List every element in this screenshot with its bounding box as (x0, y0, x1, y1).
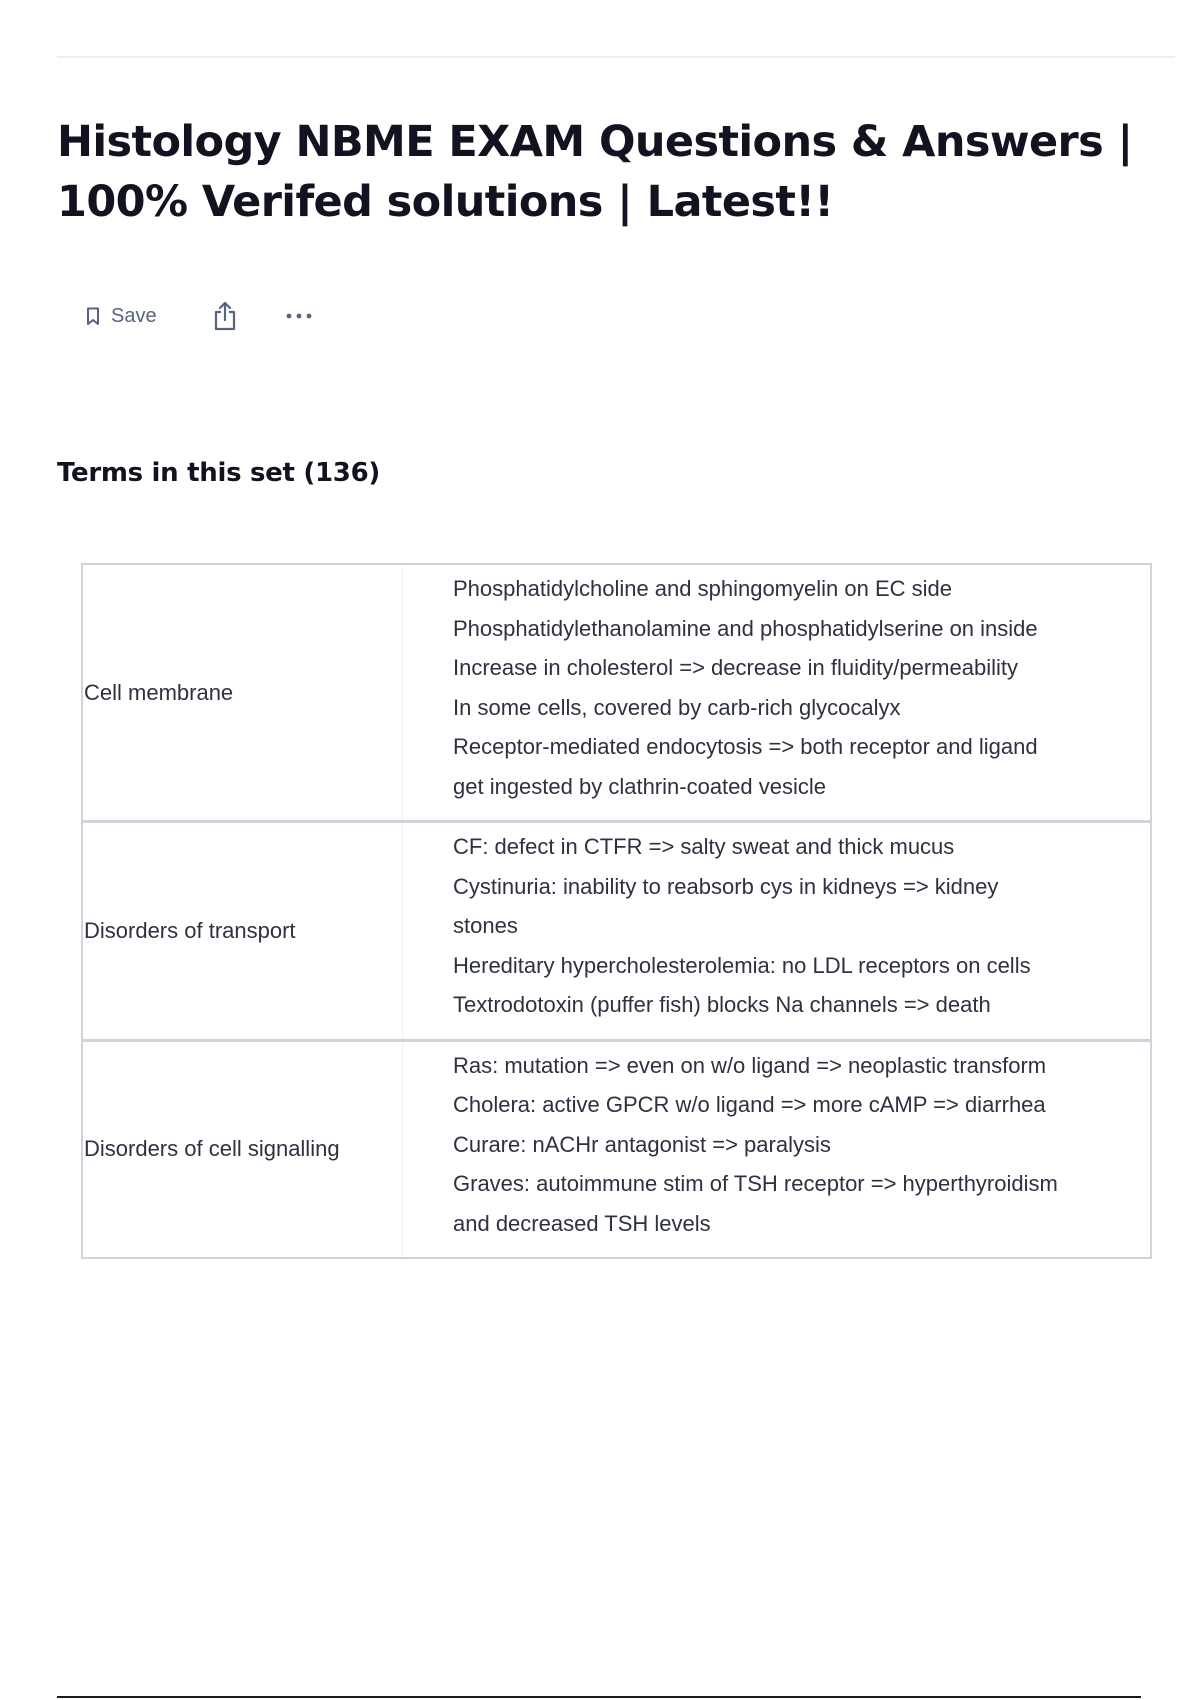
term-definition (403, 1042, 1150, 1258)
term-definition (403, 823, 1150, 1039)
definition-line: Receptor-mediated endocytosis => both receptor and ligand get ingested by clathrin-coated vesicle (453, 734, 1038, 799)
definition-line: Textrodotoxin (puffer fish) blocks Na channels => death (453, 992, 991, 1017)
bottom-divider (57, 1696, 1141, 1698)
terms-heading: Terms in this set (136) (57, 458, 380, 488)
definition-line: Ras: mutation => even on w/o ligand => neoplastic transform (453, 1052, 1047, 1078)
terms-table (81, 563, 1152, 1259)
definition-line: Hereditary hypercholesterolemia: no LDL receptors on cells (453, 952, 1031, 978)
term-row[interactable] (83, 565, 1150, 820)
term-word: Cell membrane (83, 565, 403, 820)
term-row[interactable] (83, 820, 1150, 1039)
definition-line: Phosphatidylcholine and sphingomyelin on EC side (453, 576, 952, 601)
term-definition (403, 565, 1150, 820)
definition-line: Curare: nACHr antagonist => paralysis (453, 1131, 831, 1157)
definition-line: In some cells, covered by carb-rich glycocalyx (453, 694, 901, 720)
definition-line: CF: defect in CTFR => salty sweat and thick mucus (453, 834, 955, 859)
definition-line: Graves: autoimmune stim of TSH receptor => hyperthyroidism and decreased TSH levels (453, 1171, 1058, 1236)
share-icon (212, 301, 238, 331)
definition-line: Increase in cholesterol => decrease in fluidity/permeability (453, 655, 1018, 680)
term-row[interactable] (83, 1039, 1150, 1258)
save-label: Save (111, 304, 157, 327)
top-divider (57, 56, 1175, 58)
term-word: Disorders of cell signalling (83, 1042, 403, 1258)
more-options-button[interactable] (285, 312, 313, 320)
term-word: Disorders of transport (83, 823, 403, 1039)
definition-line: Cholera: active GPCR w/o ligand => more cAMP => diarrhea (453, 1092, 1046, 1117)
page-title: Histology NBME EXAM Questions & Answers | 100% Verifed solutions | Latest!! (57, 117, 1133, 227)
action-toolbar (86, 298, 313, 334)
definition-line: Phosphatidylethanolamine and phosphatidylserine on inside (453, 615, 1038, 641)
bookmark-icon (86, 307, 100, 326)
definition-line: Cystinuria: inability to reabsorb cys in kidneys => kidney stones (453, 873, 999, 938)
save-button[interactable] (86, 305, 157, 328)
share-button[interactable] (212, 301, 238, 331)
more-options-icon (285, 312, 313, 320)
